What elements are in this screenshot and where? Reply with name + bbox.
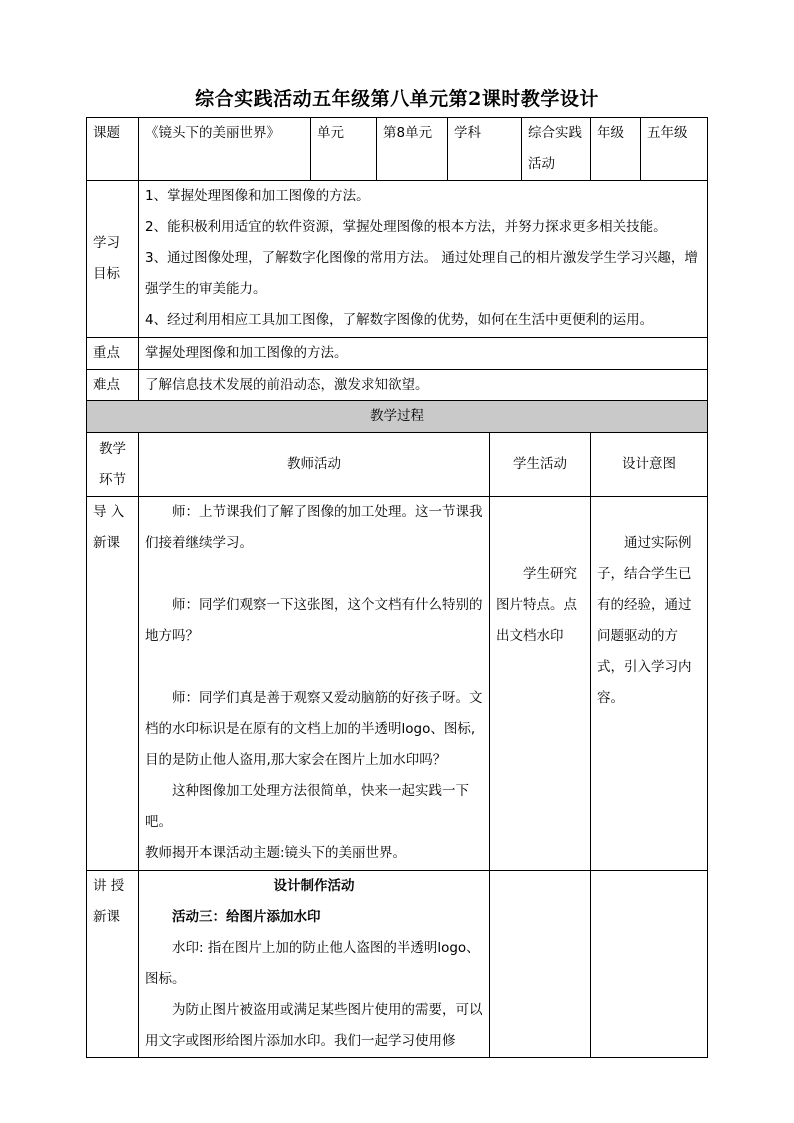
intro-stage: 导 入新课 (87, 497, 139, 871)
subject-label: 学科 (448, 118, 522, 181)
lecture-design-intent (591, 871, 708, 1058)
topic-value: 《镜头下的美丽世界》 (139, 118, 311, 181)
lecture-teacher-activity (139, 871, 490, 1058)
intro-teacher-activity (139, 497, 490, 871)
goal-item: 4、经过利用相应工具加工图像，了解数字图像的优势，如何在生活中更便利的运用。 (145, 312, 654, 328)
document-title: 综合实践活动五年级第八单元第2课时教学设计 (195, 88, 599, 110)
intro-student-activity (490, 497, 591, 871)
goal-item: 3、通过图像处理，了解数字化图像的常用方法。 通过处理自己的相片激发学生学习兴趣，增强学生的审美能力。 (145, 250, 698, 297)
intro-paragraph: 师：上节课我们了解了图像的加工处理。这一节课我们接着继续学习。 (145, 504, 483, 551)
intro-paragraph: 这种图像加工处理方法很简单，快来一起实践一下吧。 (145, 783, 469, 830)
lecture-paragraph: 为防止图片被盗用或满足某些图片使用的需要，可以用文字或图形给图片添加水印。我们一起学习使用修 (145, 1002, 483, 1049)
teaching-process-table (86, 400, 708, 1058)
col-teacher-header: 教师活动 (139, 433, 490, 497)
key-point-label: 重点 (87, 338, 139, 370)
lesson-info-table (86, 117, 708, 402)
grade-label: 年级 (591, 118, 641, 181)
grade-value: 五年级 (641, 118, 708, 181)
intro-paragraph: 师：同学们观察一下这张图，这个文档有什么特别的地方吗？ (145, 597, 483, 644)
goals-content (139, 181, 708, 338)
goal-item: 1、掌握处理图像和加工图像的方法。 (145, 188, 370, 204)
unit-value: 第8单元 (377, 118, 448, 181)
goals-label: 学习目标 (87, 181, 139, 338)
col-intent-header: 设计意图 (591, 433, 708, 497)
key-point-text: 掌握处理图像和加工图像的方法。 (139, 338, 708, 370)
lecture-subheading: 活动三：给图片添加水印 (172, 909, 321, 925)
col-student-header: 学生活动 (490, 433, 591, 497)
lecture-heading: 设计制作活动 (273, 878, 355, 894)
lecture-stage: 讲 授新课 (87, 871, 139, 1058)
lecture-student-activity (490, 871, 591, 1058)
subject-value: 综合实践活动 (522, 118, 591, 181)
intro-paragraph: 教师揭开本课活动主题:镜头下的美丽世界。 (145, 845, 407, 861)
unit-label: 单元 (311, 118, 377, 181)
student-activity-text: 学生研究图片特点。点出文档水印 (496, 566, 577, 644)
lecture-paragraph: 水印: 指在图片上加的防止他人盗图的半透明logo、图标。 (145, 940, 480, 987)
intro-paragraph: 师：同学们真是善于观察又爱动脑筋的好孩子呀。文档的水印标识是在原有的文档上加的半透明logo、图标,目的是防止他人盗用,那大家会在图片上加水印吗？ (145, 690, 483, 768)
design-intent-text: 通过实际例子，结合学生已有的经验，通过问题驱动的方式，引入学习内容。 (597, 535, 692, 706)
difficulty-label: 难点 (87, 370, 139, 402)
process-header: 教学过程 (87, 401, 708, 433)
difficulty-text: 了解信息技术发展的前沿动态，激发求知欲望。 (139, 370, 708, 402)
goal-item: 2、能积极利用适宜的软件资源，掌握处理图像的根本方法，并努力探求更多相关技能。 (145, 219, 667, 235)
col-stage-header: 教学环节 (87, 433, 139, 497)
topic-label: 课题 (87, 118, 139, 181)
intro-design-intent (591, 497, 708, 871)
